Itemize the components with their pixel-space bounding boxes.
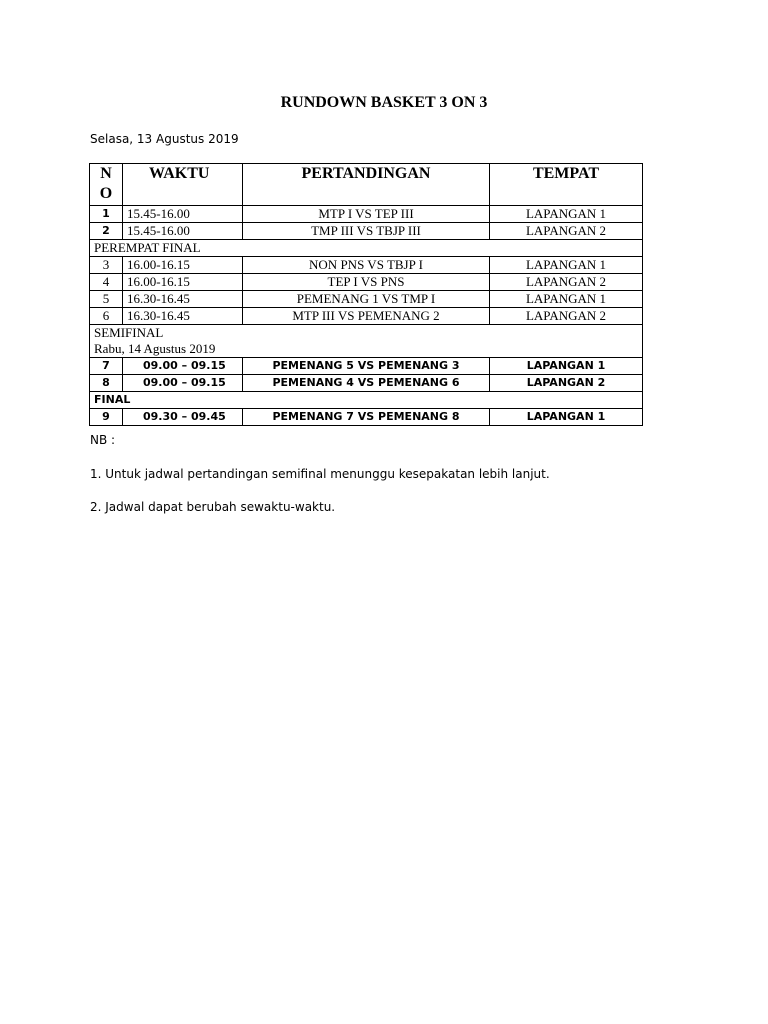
cell-no: 5 <box>90 291 123 308</box>
cell-waktu: 09.00 – 09.15 <box>123 375 243 392</box>
cell-no: 2 <box>90 223 123 240</box>
header-pertandingan: PERTANDINGAN <box>243 164 490 206</box>
cell-tempat: LAPANGAN 2 <box>490 308 643 325</box>
section-semifinal-date: Rabu, 14 Agustus 2019 <box>94 341 216 356</box>
cell-no: 1 <box>90 206 123 223</box>
cell-no: 6 <box>90 308 123 325</box>
cell-pertandingan: PEMENANG 7 VS PEMENANG 8 <box>243 409 490 426</box>
cell-tempat: LAPANGAN 2 <box>490 375 643 392</box>
section-label <box>90 325 643 358</box>
cell-waktu: 16.00-16.15 <box>123 274 243 291</box>
cell-no: 3 <box>90 257 123 274</box>
cell-no: 8 <box>90 375 123 392</box>
table-row <box>90 291 643 308</box>
table-row <box>90 308 643 325</box>
cell-pertandingan: PEMENANG 1 VS TMP I <box>243 291 490 308</box>
cell-pertandingan: MTP I VS TEP III <box>243 206 490 223</box>
rundown-table <box>89 163 643 426</box>
document-title: RUNDOWN BASKET 3 ON 3 <box>280 94 488 111</box>
cell-waktu: 09.00 – 09.15 <box>123 358 243 375</box>
cell-pertandingan: MTP III VS PEMENANG 2 <box>243 308 490 325</box>
cell-waktu: 09.30 – 09.45 <box>123 409 243 426</box>
section-label: PEREMPAT FINAL <box>90 240 643 257</box>
cell-tempat: LAPANGAN 1 <box>490 257 643 274</box>
table-row <box>90 223 643 240</box>
cell-waktu: 16.30-16.45 <box>123 291 243 308</box>
header-no <box>90 164 123 206</box>
table-row <box>90 375 643 392</box>
section-row-perempat-final <box>90 240 643 257</box>
section-semifinal-label: SEMIFINAL <box>94 325 164 340</box>
header-waktu: WAKTU <box>123 164 243 206</box>
cell-tempat: LAPANGAN 2 <box>490 223 643 240</box>
section-row-final <box>90 392 643 409</box>
note-item-2: 2. Jadwal dapat berubah sewaktu-waktu. <box>90 500 336 514</box>
cell-no: 9 <box>90 409 123 426</box>
cell-tempat: LAPANGAN 1 <box>490 291 643 308</box>
cell-pertandingan: PEMENANG 5 VS PEMENANG 3 <box>243 358 490 375</box>
cell-tempat: LAPANGAN 1 <box>490 358 643 375</box>
cell-pertandingan: NON PNS VS TBJP I <box>243 257 490 274</box>
table-row <box>90 274 643 291</box>
cell-waktu: 16.00-16.15 <box>123 257 243 274</box>
notes-label: NB : <box>90 433 116 447</box>
cell-pertandingan: TEP I VS PNS <box>243 274 490 291</box>
cell-tempat: LAPANGAN 1 <box>490 409 643 426</box>
document-date: Selasa, 13 Agustus 2019 <box>90 132 239 146</box>
header-no-line1: N <box>100 165 112 182</box>
cell-no: 4 <box>90 274 123 291</box>
section-label: FINAL <box>90 392 643 409</box>
section-row-semifinal <box>90 325 643 358</box>
header-tempat: TEMPAT <box>490 164 643 206</box>
header-no-line2: O <box>99 185 113 202</box>
cell-tempat: LAPANGAN 1 <box>490 206 643 223</box>
cell-tempat: LAPANGAN 2 <box>490 274 643 291</box>
cell-waktu: 15.45-16.00 <box>123 223 243 240</box>
cell-pertandingan: TMP III VS TBJP III <box>243 223 490 240</box>
cell-pertandingan: PEMENANG 4 VS PEMENANG 6 <box>243 375 490 392</box>
table-header-row <box>90 164 643 206</box>
table-row <box>90 358 643 375</box>
table-row <box>90 206 643 223</box>
notes-section <box>90 433 550 514</box>
cell-waktu: 15.45-16.00 <box>123 206 243 223</box>
note-item-1: 1. Untuk jadwal pertandingan semifinal menunggu kesepakatan lebih lanjut. <box>90 467 550 481</box>
cell-waktu: 16.30-16.45 <box>123 308 243 325</box>
table-row <box>90 409 643 426</box>
cell-no: 7 <box>90 358 123 375</box>
table-row <box>90 257 643 274</box>
